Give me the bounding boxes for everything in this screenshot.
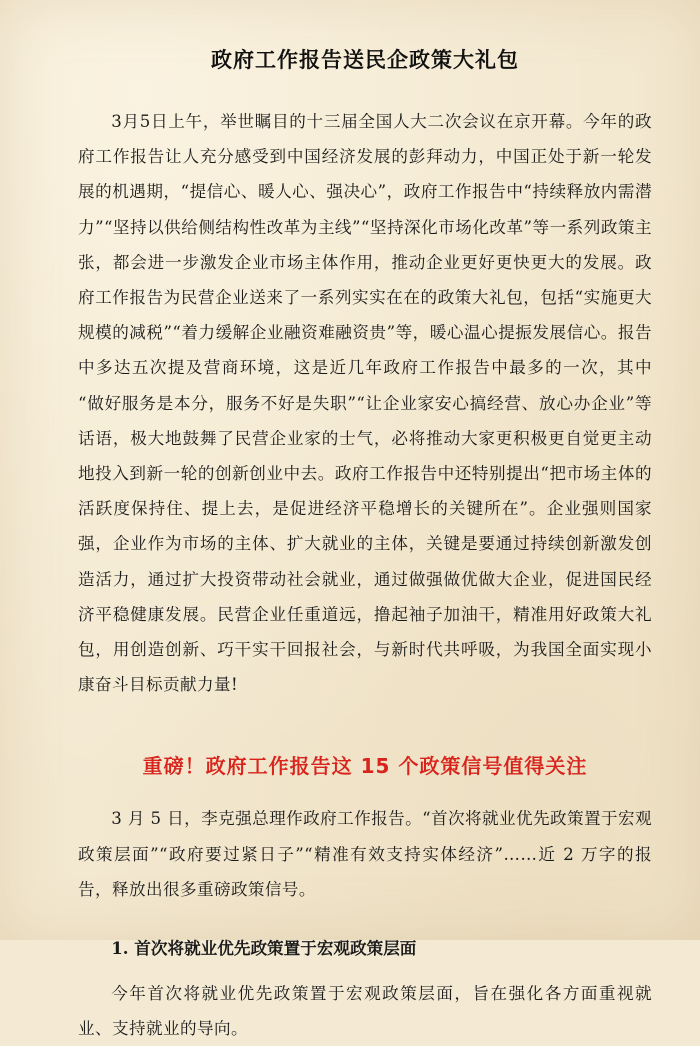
news-intro-paragraph: 3 月 5 日，李克强总理作政府工作报告。“首次将就业优先政策置于宏观政策层面”“政府要过紧日子”“精准有效支持实体经济”……近 2 万字的报告，释放出很多重磅政策信号。 — [78, 809, 652, 899]
section-body-paragraph: 今年首次将就业优先政策置于宏观政策层面，旨在强化各方面重视就业、支持就业的导向。 — [78, 984, 652, 1039]
article-body-paragraph: 3月5日上午，举世瞩目的十三届全国人大二次会议在京开幕。今年的政府工作报告让人充分感受到中国经济发展的彭拜动力，中国正处于新一轮发展的机遇期，“提信心、暖人心、强决心”，政府工作报告中“持续释放内需潜力”“坚持以供给侧结构性改革为主线”“坚持深化市场化改革”等一系列政策主张，都会进一步激发企业市场主体作用，推动企业更好更快更大的发展。政府工作报告为民营企业送来了一系列实实在在的政策大礼包，包括“实施更大规模的减税”“着力缓解企业融资难融资贵”等，暖心温心提振发展信心。报告中多达五次提及营商环境，这是近几年政府工作报告中最多的一次，其中 “做好服务是本分，服务不好是失职”“让企业家安心搞经营、放心办企业”等话语，极大地鼓舞了民营企业家的士气，必将推动大家更积极更自觉更主动地投入到新一轮的创新创业中去。政府工作报告中还特别提出“把市场主体的活跃度保持住、提上去，是促进经济平稳增长的关键所在”。企业强则国家强，企业作为市场的主体、扩大就业的主体，关键是要通过持续创新激发创造活力，通过扩大投资带动社会就业，通过做强做优做大企业，促进国民经济平稳健康发展。民营企业任重道远，撸起袖子加油干，精准用好政策大礼包，用创造创新、巧干实干回报社会，与新时代共呼吸，为我国全面实现小康奋斗目标贡献力量! — [78, 112, 652, 695]
section-heading: 1. 首次将就业优先政策置于宏观政策层面 — [111, 938, 417, 959]
news-headline: 重磅！政府工作报告这 15 个政策信号值得关注 — [142, 754, 588, 779]
article-title: 政府工作报告送民企政策大礼包 — [211, 48, 519, 72]
